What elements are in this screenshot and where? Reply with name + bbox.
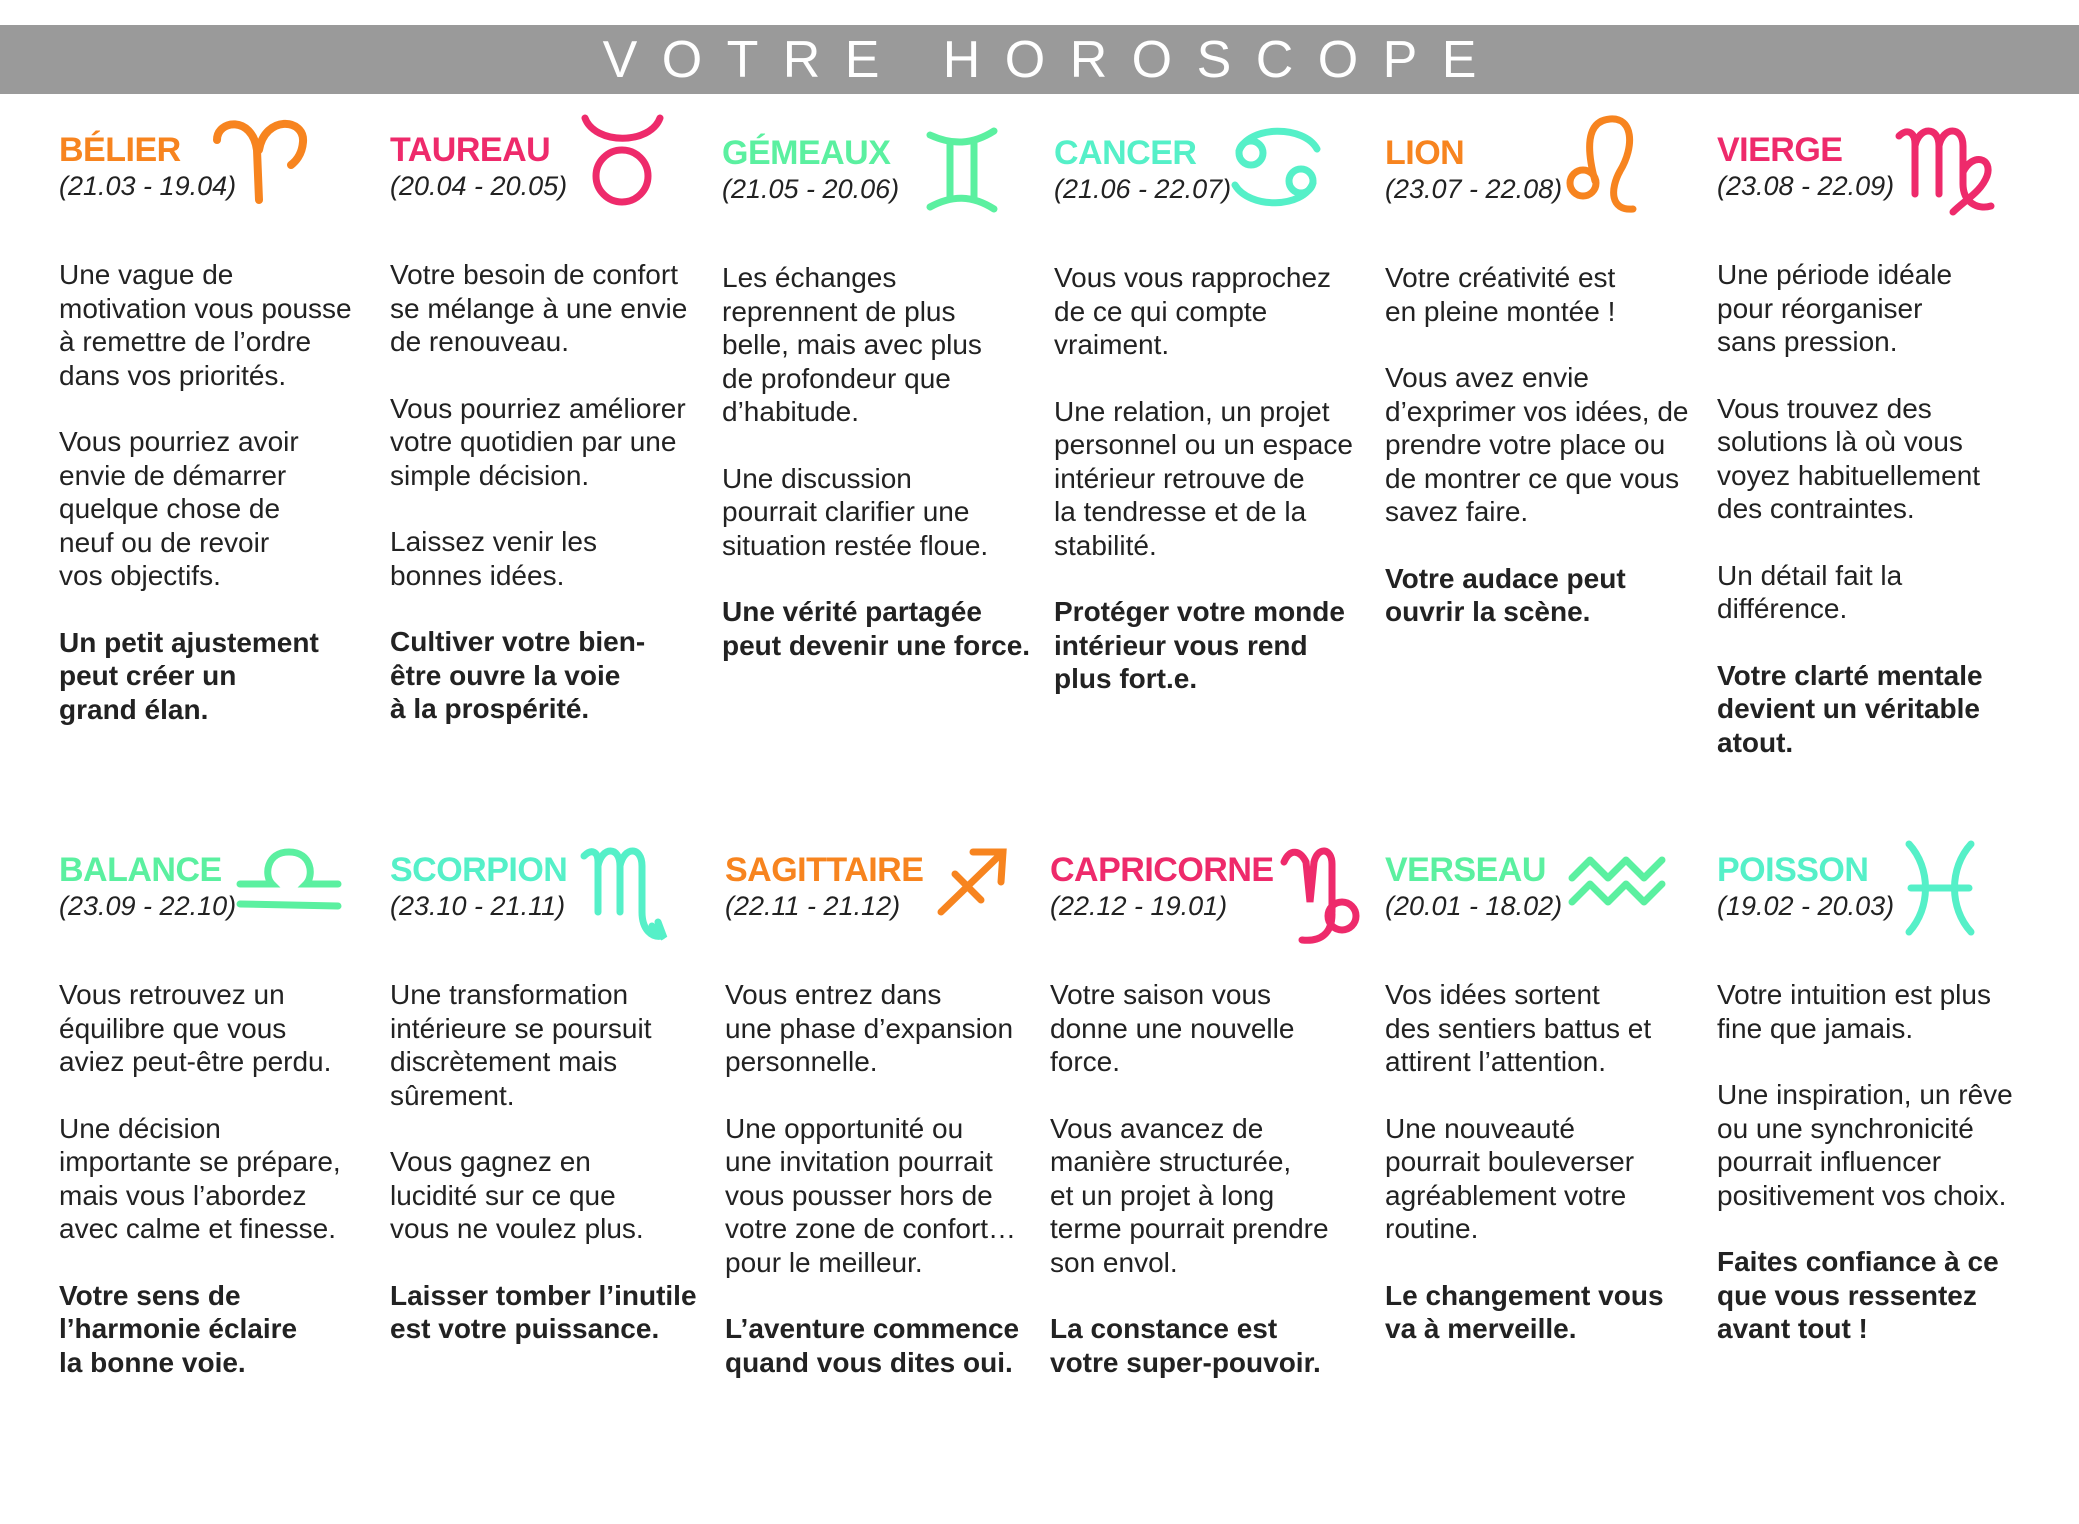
sign-name: VERSEAU [1385, 851, 1546, 889]
aries-icon [207, 110, 317, 220]
sign-paragraph: Vous pourriez avoir envie de démarrer quelque chose de neuf ou de revoir vos objectifs. [59, 426, 299, 591]
sign-name: LION [1385, 134, 1465, 172]
sign-paragraph: Vous pourriez améliorer votre quotidien par une simple décision. [390, 392, 686, 491]
virgo-icon [1893, 122, 1998, 217]
sagittarius-icon [935, 844, 1010, 919]
page-title: VOTRE HOROSCOPE [602, 30, 1501, 89]
sign-conclusion: Votre sens de l’harmonie éclaire la bonne voie. [59, 1279, 298, 1378]
sign-conclusion: Un petit ajustement peut créer un grand élan. [59, 626, 319, 725]
sign-paragraph: Une nouveauté pourrait bouleverser agréablement votre routine. [1385, 1112, 1635, 1244]
sign-paragraph: Vos idées sortent des sentiers battus et attirent l’attention. [1385, 979, 1652, 1077]
sign-belier [59, 130, 374, 759]
sign-paragraph: Vous vous rapprochez de ce qui compte vraiment. [1054, 262, 1332, 360]
sign-name: POISSON [1717, 851, 1869, 889]
sign-paragraph: Votre créativité est en pleine montée ! [1385, 262, 1616, 327]
sign-dates: (20.01 - 18.02) [1385, 891, 1563, 921]
sign-paragraph: Votre saison vous donne une nouvelle force. [1050, 979, 1295, 1077]
sign-paragraph: Vous gagnez en lucidité sur ce que vous ne voulez plus. [390, 1146, 644, 1244]
sign-conclusion: La constance est votre super-pouvoir. [1050, 1313, 1321, 1378]
sign-dates: (23.08 - 22.09) [1717, 171, 1895, 201]
gemini-icon [922, 125, 1002, 215]
sign-paragraph: Vous retrouvez un équilibre que vous aviez peut-être perdu. [59, 979, 332, 1077]
sign-dates: (23.10 - 21.11) [390, 891, 566, 921]
sign-paragraph: Vous avancez de manière structurée, et un projet à long terme pourrait prendre son envol. [1050, 1112, 1329, 1278]
sign-paragraph: Vous trouvez des solutions là où vous voyez habituellement des contraintes. [1717, 392, 1981, 524]
sign-paragraph: Laissez venir les bonnes idées. [390, 526, 597, 591]
sign-gemeaux [722, 133, 1037, 695]
sign-conclusion: L’aventure commence quand vous dites oui. [725, 1313, 1020, 1378]
capricorn-icon [1280, 842, 1365, 947]
sign-dates: (22.12 - 19.01) [1050, 891, 1228, 921]
sign-dates: (23.07 - 22.08) [1385, 174, 1563, 204]
libra-icon [234, 844, 344, 914]
sign-paragraph: Vous avez envie d’exprimer vos idées, de prendre votre place ou de montrer ce que vous savez faire. [1385, 362, 1689, 527]
sign-conclusion: Votre audace peut ouvrir la scène. [1385, 562, 1626, 627]
sign-verseau [1385, 850, 1700, 1379]
sign-capricorne [1050, 850, 1365, 1412]
sign-paragraph: Une décision importante se prépare, mais vous l’abordez avec calme et finesse. [59, 1112, 341, 1244]
sign-paragraph: Une relation, un projet personnel ou un espace intérieur retrouve de la tendresse et de la stabilité. [1054, 395, 1353, 561]
sign-poisson [1717, 850, 2032, 1379]
sign-conclusion: Protéger votre monde intérieur vous rend plus fort.e. [1054, 596, 1345, 694]
sign-dates: (21.05 - 20.06) [722, 174, 900, 204]
sign-dates: (19.02 - 20.03) [1717, 891, 1895, 921]
sign-conclusion: Faites confiance à ce que vous ressentez avant tout ! [1717, 1246, 1999, 1344]
sign-name: BÉLIER [59, 131, 181, 169]
sign-name: BALANCE [59, 851, 222, 889]
sign-dates: (20.04 - 20.05) [390, 171, 568, 201]
sign-name: SAGITTAIRE [725, 851, 924, 889]
taurus-icon [580, 110, 665, 210]
sign-paragraph: Une opportunité ou une invitation pourrait vous pousser hors de votre zone de confort… pour le meilleur. [725, 1112, 1017, 1278]
sign-paragraph: Les échanges reprennent de plus belle, mais avec plus de profondeur que d’habitude. [722, 262, 982, 427]
scorpio-icon [580, 842, 670, 947]
cancer-icon [1229, 125, 1324, 210]
sign-name: CANCER [1054, 134, 1197, 172]
aquarius-icon [1568, 852, 1668, 912]
sign-paragraph: Votre intuition est plus fine que jamais. [1717, 979, 1991, 1044]
sign-taureau [390, 130, 705, 759]
sign-balance [59, 850, 374, 1412]
sign-dates: (23.09 - 22.10) [59, 891, 237, 921]
sign-cancer [1054, 133, 1369, 729]
sign-conclusion: Une vérité partagée peut devenir une force. [722, 596, 1031, 661]
sign-scorpion [390, 850, 705, 1379]
sign-paragraph: Une inspiration, un rêve ou une synchronicité pourrait influencer positivement vos choix. [1717, 1079, 2013, 1211]
leo-icon [1565, 111, 1640, 221]
sign-paragraph: Une transformation intérieure se poursuit discrètement mais sûrement. [390, 979, 652, 1111]
sign-paragraph: Votre besoin de confort se mélange à une envie de renouveau. [390, 259, 688, 357]
sign-paragraph: Un détail fait la différence. [1717, 559, 1903, 624]
sign-name: TAUREAU [390, 131, 551, 169]
sign-dates: (22.11 - 21.12) [725, 891, 901, 921]
sign-conclusion: Le changement vous va à merveille. [1385, 1279, 1664, 1344]
sign-paragraph: Une vague de motivation vous pousse à remettre de l’ordre dans vos priorités. [59, 259, 352, 391]
sign-vierge [1717, 130, 2032, 792]
pisces-icon [1897, 838, 1982, 938]
sign-lion [1385, 133, 1700, 662]
sign-name: VIERGE [1717, 131, 1843, 169]
sign-conclusion: Cultiver votre bien- être ouvre la voie à la prospérité. [390, 626, 646, 724]
sign-name: SCORPION [390, 851, 568, 889]
sign-paragraph: Une période idéale pour réorganiser sans pression. [1717, 259, 1953, 357]
sign-name: GÉMEAUX [722, 134, 891, 172]
sign-dates: (21.06 - 22.07) [1054, 174, 1232, 204]
sign-paragraph: Une discussion pourrait clarifier une situation restée floue. [722, 462, 989, 561]
sign-dates: (21.03 - 19.04) [59, 171, 237, 201]
sign-paragraph: Vous entrez dans une phase d’expansion personnelle. [725, 979, 1014, 1077]
sign-conclusion: Votre clarté mentale devient un véritable atout. [1717, 659, 1983, 758]
header-banner [0, 25, 2079, 94]
sign-name: CAPRICORNE [1050, 851, 1274, 889]
sign-sagittaire [725, 850, 1040, 1412]
sign-conclusion: Laisser tomber l’inutile est votre puissance. [390, 1279, 697, 1344]
